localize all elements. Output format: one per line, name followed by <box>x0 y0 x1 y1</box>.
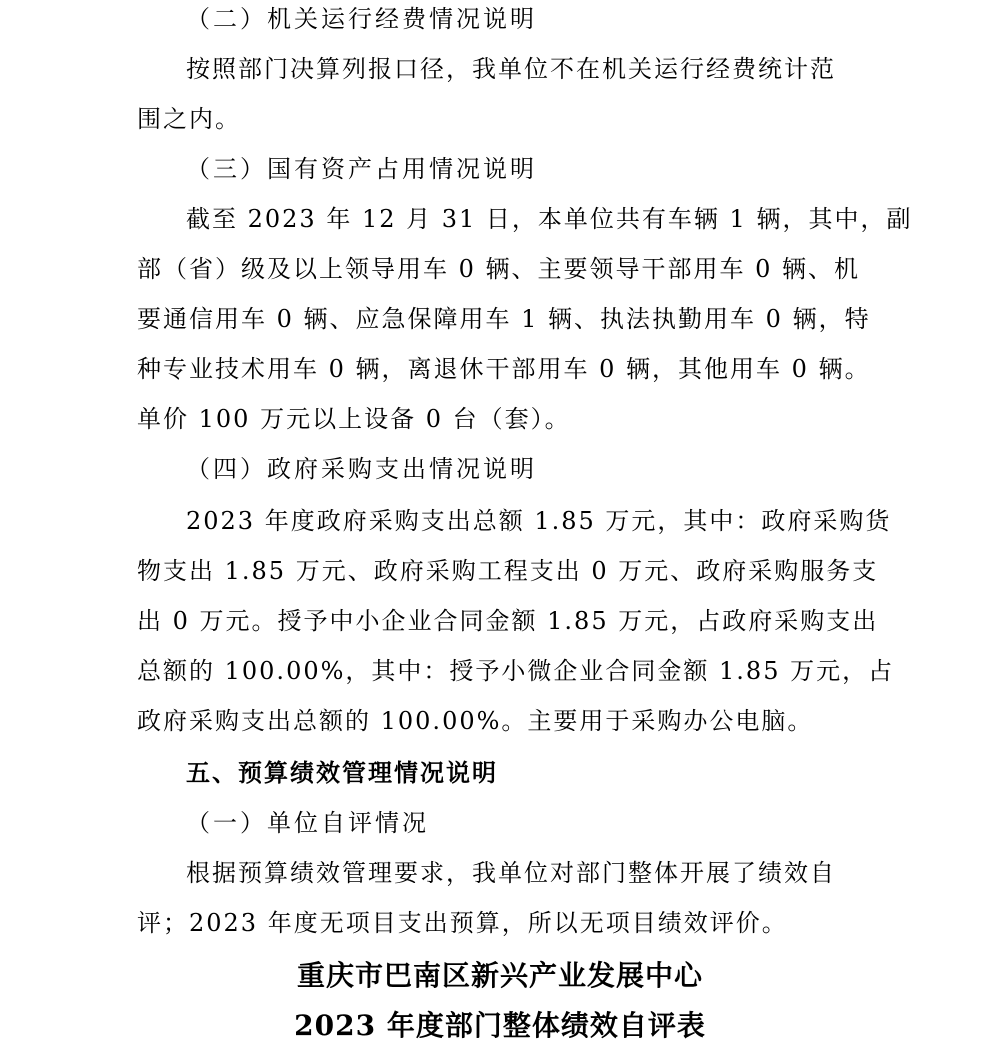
section-heading-budget-performance: 五、预算绩效管理情况说明 <box>186 758 498 787</box>
paragraph-line: 根据预算绩效管理要求，我单位对部门整体开展了绩效自 <box>186 859 836 887</box>
paragraph-line: 物支出 1.85 万元、政府采购工程支出 0 万元、政府采购服务支 <box>137 557 879 585</box>
paragraph-line: 政府采购支出总额的 100.00%。主要用于采购办公电脑。 <box>137 707 814 735</box>
subheading-self-evaluation: （一）单位自评情况 <box>186 809 429 837</box>
paragraph-line: 部（省）级及以上领导用车 0 辆、主要领导干部用车 0 辆、机 <box>137 255 861 283</box>
table-title-line-1: 重庆市巴南区新兴产业发展中心 <box>296 959 703 992</box>
paragraph-line: 评；2023 年度无项目支出预算，所以无项目绩效评价。 <box>137 909 788 937</box>
table-title-line-2: 2023 年度部门整体绩效自评表 <box>294 1009 706 1042</box>
paragraph-line: 种专业技术用车 0 辆，离退休干部用车 0 辆，其他用车 0 辆。 <box>137 355 871 383</box>
paragraph-line: 单价 100 万元以上设备 0 台（套）。 <box>137 405 571 433</box>
subheading-procurement: （四）政府采购支出情况说明 <box>186 455 537 483</box>
paragraph-line: 围之内。 <box>137 105 241 133</box>
paragraph-line: 2023 年度政府采购支出总额 1.85 万元，其中：政府采购货 <box>186 507 892 535</box>
paragraph-line: 出 0 万元。授予中小企业合同金额 1.85 万元，占政府采购支出 <box>137 607 879 635</box>
subheading-operating-expenses: （二）机关运行经费情况说明 <box>186 5 537 33</box>
paragraph-line: 要通信用车 0 辆、应急保障用车 1 辆、执法执勤用车 0 辆，特 <box>137 305 871 333</box>
paragraph-line: 按照部门决算列报口径，我单位不在机关运行经费统计范 <box>186 55 836 83</box>
paragraph-line: 截至 2023 年 12 月 31 日，本单位共有车辆 1 辆，其中，副 <box>186 205 913 233</box>
subheading-state-assets: （三）国有资产占用情况说明 <box>186 155 537 183</box>
paragraph-line: 总额的 100.00%，其中：授予小微企业合同金额 1.85 万元，占 <box>137 657 895 685</box>
